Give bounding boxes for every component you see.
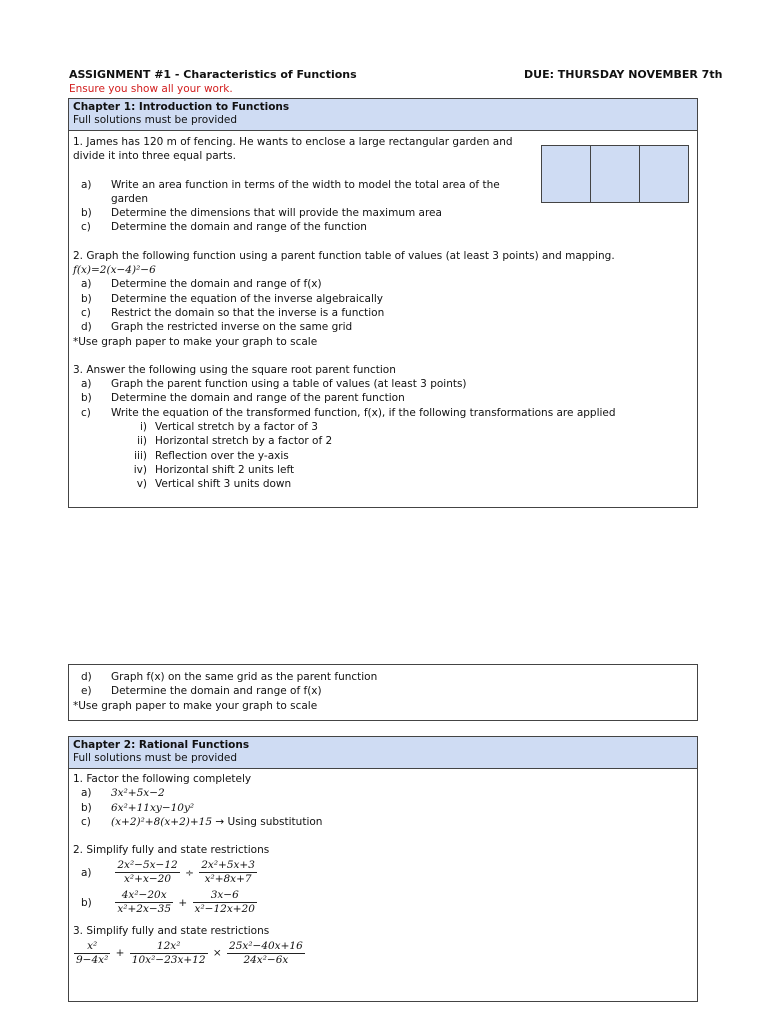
chapter1-box [68, 98, 698, 508]
q3-b: b) Determine the domain and range of the parent function [81, 392, 405, 405]
c2-q3-text: 3. Simplify fully and state restrictions [73, 925, 270, 938]
chapter2-subtitle: Full solutions must be provided [73, 752, 238, 764]
q2-a: a) Determine the domain and range of f(x) [81, 278, 322, 291]
chapter1-continued-box [68, 664, 698, 721]
q3-c: c) Write the equation of the transformed function, f(x), if the following transformations are applied [81, 406, 616, 419]
chapter2-title: Chapter 2: Rational Functions [73, 739, 250, 751]
q2-d: d) Graph the restricted inverse on the same grid [81, 321, 353, 334]
q1-b: b) Determine the dimensions that will provide the maximum area [81, 207, 442, 220]
q2-c: c) Restrict the domain so that the inverse is a function [81, 306, 385, 319]
work-warning: Ensure you show all your work. [69, 83, 233, 95]
chapter2-box [68, 736, 698, 1002]
q3-roman-v: v) Vertical shift 3 units down [136, 478, 292, 491]
c2-q2-text: 2. Simplify fully and state restrictions [73, 844, 270, 857]
q3-roman-i: i) Vertical stretch by a factor of 3 [139, 421, 318, 434]
q2-b: b) Determine the equation of the inverse algebraically [81, 292, 384, 305]
q3-roman-ii: ii) Horizontal stretch by a factor of 2 [137, 435, 333, 448]
q1-c: c) Determine the domain and range of the function [81, 221, 367, 234]
chapter1-body [69, 131, 697, 496]
q2-function: f(x)=2(x−4)²−6 [73, 264, 156, 277]
c2-q3-expression: $\frac{\text{x²}}{\text{9−4x²}}$ + $\frac{\text{12x²}}{\text{10x²−23x+12}}$ × $\frac{\text{25x²−40x+16}}{\text{24x²−6x}}$ [76, 939, 303, 966]
q3-text: 3. Answer the following using the square root parent function [73, 363, 396, 376]
c2-q2-a: a) $\frac{\text{2x²−5x−12}}{\text{x²+x−20}}$ ÷ $\frac{\text{2x²+5x+3}}{\text{x²+8x+7}}$ [81, 859, 255, 886]
chapter1-header [69, 99, 697, 131]
q3-roman-iii: iii) Reflection over the y-axis [134, 449, 289, 462]
q3-roman-iv: iv) Horizontal shift 2 units left [133, 463, 295, 476]
chapter1-title: Chapter 1: Introduction to Functions [73, 101, 290, 113]
due-date: DUE: THURSDAY NOVEMBER 7th [524, 68, 723, 81]
c2-q1-b: b) 6x²+11xy−10y² [81, 801, 195, 814]
c2-q1-c: c) (x+2)²+8(x+2)+15 → Using substitution [81, 815, 323, 828]
q3-a: a) Graph the parent function using a table of values (at least 3 points) [81, 378, 467, 391]
q1-text-2: divide it into three equal parts. [73, 150, 236, 163]
c2-q1-a: a) 3x²+5x−2 [81, 787, 165, 800]
c2-q2-b: b) $\frac{\text{4x²−20x}}{\text{x²+2x−35}}$ + $\frac{3x-6}{\text{x²−12x+20}}$ [81, 889, 255, 916]
q2-note: *Use graph paper to make your graph to scale [73, 335, 318, 348]
c2-q1-text: 1. Factor the following completely [73, 773, 252, 785]
chapter1-subtitle: Full solutions must be provided [73, 114, 238, 126]
garden-diagram [541, 145, 689, 203]
q1-text-1: 1. James has 120 m of fencing. He wants to enclose a large rectangular garden and [73, 136, 513, 148]
chapter2-header [69, 737, 697, 769]
q1-a: a) Write an area function in terms of the width to model the total area of the [81, 178, 500, 191]
q3-e: e) Determine the domain and range of f(x) [81, 685, 322, 698]
q3-note: *Use graph paper to make your graph to scale [73, 699, 318, 712]
chapter1-continued-body [69, 665, 697, 717]
chapter2-body [69, 769, 697, 971]
q3-d: d) Graph f(x) on the same grid as the parent function [81, 671, 378, 683]
assignment-title: ASSIGNMENT #1 - Characteristics of Functions [69, 68, 357, 81]
q2-text: 2. Graph the following function using a parent function table of values (at least 3 points) and mapping. [73, 249, 615, 262]
q1-a-cont: garden [111, 192, 149, 205]
